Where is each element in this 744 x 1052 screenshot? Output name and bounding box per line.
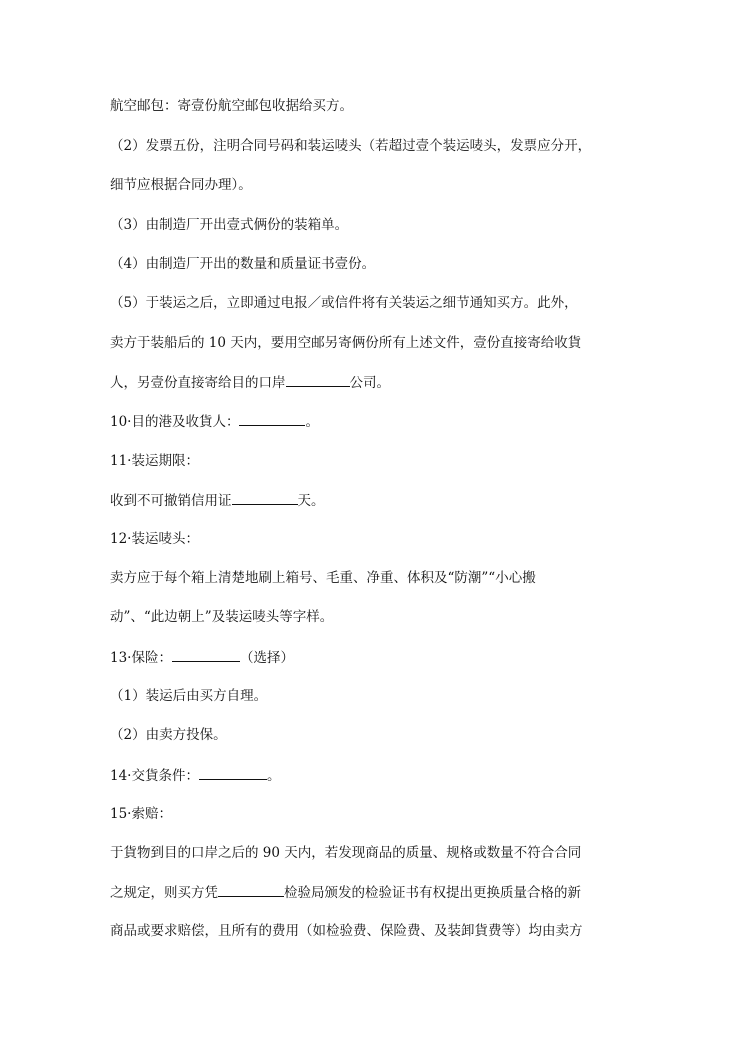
delivery-terms-blank — [199, 765, 267, 780]
text-segment: （选择） — [239, 650, 294, 666]
text-line: （1）装运后由买方自理。 — [110, 688, 268, 704]
text-segment: 13·保险： — [110, 650, 172, 666]
text-segment: 。 — [266, 768, 281, 784]
text-line: （4）由制造厂开出的数量和质量证书壹份。 — [110, 256, 376, 272]
text-line: 细节应根据合同办理）。 — [110, 177, 252, 193]
section-heading: 11·装运期限： — [110, 453, 199, 469]
section-heading: 15·索赔： — [110, 806, 172, 822]
text-line: （5）于装运之后，立即通过电报／或信件将有关装运之细节通知买方。此外， — [110, 295, 578, 311]
text-segment: 公司。 — [349, 375, 390, 391]
days-blank — [232, 490, 298, 505]
text-segment: 天。 — [297, 493, 325, 509]
text-line — [110, 490, 640, 511]
text-segment: 收到不可撤销信用证 — [110, 493, 232, 509]
text-line: 航空邮包：寄壹份航空邮包收据给买方。 — [110, 98, 353, 114]
text-line: 于貨物到目的口岸之后的 90 天内，若发现商品的质量、规格或数量不符合合同 — [110, 845, 582, 861]
text-line — [110, 765, 640, 786]
section-heading: 12·装运唛头： — [110, 531, 199, 547]
text-line — [110, 411, 640, 432]
text-segment: 检验局颁发的检验证书有权提出更换质量合格的新 — [284, 885, 581, 901]
text-segment: 之规定，则买方凭 — [110, 885, 218, 901]
text-line: （3）由制造厂开出壹式俩份的装箱单。 — [110, 217, 349, 233]
text-line — [110, 882, 640, 903]
text-line: 卖方应于每个箱上清楚地刷上箱号、毛重、净重、体积及“防潮”“小心搬 — [110, 570, 536, 586]
text-line: 卖方于装船后的 10 天内，要用空邮另寄俩份所有上述文件，壹份直接寄给收貨 — [110, 335, 582, 351]
destination-blank — [239, 411, 305, 426]
text-line: （2）由卖方投保。 — [110, 727, 227, 743]
text-line: （2）发票五份，注明合同号码和装运唛头（若超过壹个装运唛头，发票应分开， — [110, 138, 592, 154]
inspection-bureau-blank — [218, 882, 284, 897]
company-blank — [286, 372, 350, 387]
text-line: 商品或要求赔偿，且所有的费用（如检验费、保险费、及装卸貨费等）均由卖方 — [110, 923, 583, 939]
text-segment: 。 — [305, 414, 319, 430]
text-segment: 14·交貨条件： — [110, 768, 199, 784]
text-line — [110, 372, 640, 393]
text-segment: 人，另壹份直接寄给目的口岸 — [110, 375, 286, 391]
text-line: 动”、“此边朝上”及装运唛头等字样。 — [110, 609, 334, 625]
text-line — [110, 647, 640, 668]
insurance-blank — [172, 647, 240, 662]
text-segment: 10·目的港及收貨人： — [110, 414, 240, 430]
